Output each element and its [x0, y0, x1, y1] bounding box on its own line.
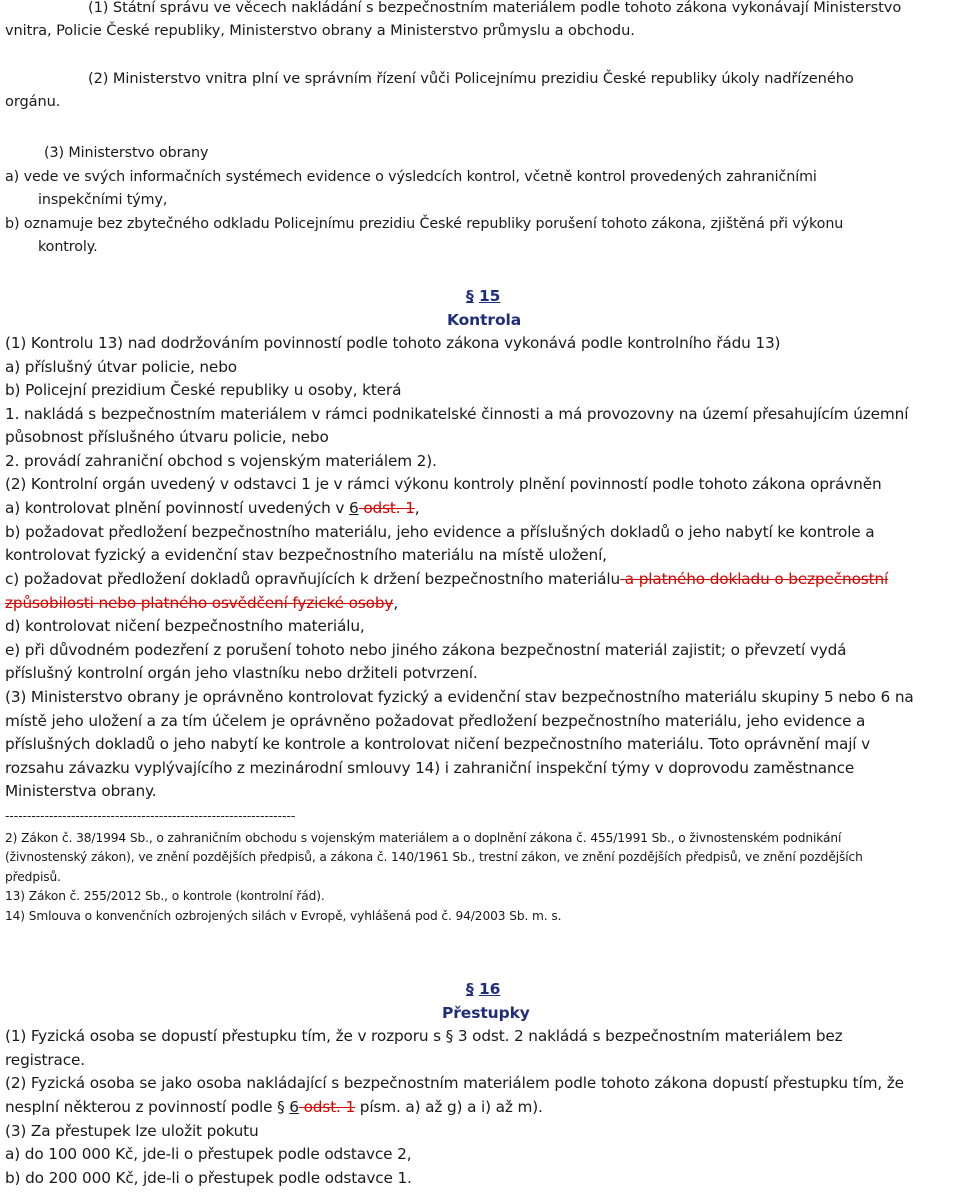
paragraph-3-item-b-line-2: kontroly.	[38, 239, 98, 255]
s15-line-19: rozsahu závazku vyplývajícího z mezinárodní smlouvy 14) i zahraniční inspekční týmy v doprovodu zaměstnance	[5, 759, 855, 777]
paragraph-1-line-1: (1) Státní správu ve věcech nakládání s bezpečnostním materiálem podle tohoto zákona vykonávají Ministerstvo	[88, 0, 902, 16]
footnote-2-line-1: 2) Zákon č. 38/1994 Sb., o zahraničním obchodu s vojenským materiálem a o doplnění zákona č. 455/1991 Sb., o živnostenském podnikání	[5, 831, 842, 845]
s15-line-12-end: ,	[393, 594, 399, 612]
paragraph-1-line-2: vnitra, Policie České republiky, Ministerstvo obrany a Ministerstvo průmyslu a obchodu.	[5, 22, 635, 39]
section-16-title: Přestupky	[442, 1004, 530, 1022]
s15-line-14: e) při důvodném podezření z porušení tohoto nebo jiného zákona bezpečnostní materiál zajistit; o převzetí vydá	[5, 641, 847, 659]
footnote-14: 14) Smlouva o konvenčních ozbrojených silách v Evropě, vyhlášená pod č. 94/2003 Sb. m. s.	[5, 909, 562, 923]
section-sign: §	[466, 980, 474, 998]
s15-line-16: (3) Ministerstvo obrany je oprávněno kontrolovat fyzický a evidenční stav bezpečnostního materiálu skupiny 5 nebo 6 na	[5, 688, 914, 706]
s15-line-8-text: a) kontrolovat plnění povinností uvedených v	[5, 499, 350, 517]
section-number: 15	[478, 287, 501, 305]
s15-line-1: (1) Kontrolu 13) nad dodržováním povinností podle tohoto zákona vykonává podle kontrolního řádu 13)	[5, 334, 781, 352]
s16-line-5: (3) Za přestupek lze uložit pokutu	[5, 1122, 259, 1140]
inserted-text: 6	[349, 499, 359, 517]
paragraph-3-item-a-line-1: a) vede ve svých informačních systémech evidence o výsledcích kontrol, včetně kontrol provedených zahraničními	[5, 169, 817, 185]
deleted-text: způsobilosti nebo platného osvědčení fyzické osoby	[5, 594, 394, 612]
inserted-text: 6	[289, 1098, 299, 1116]
section-15-heading	[466, 287, 500, 305]
s15-line-18: příslušných dokladů o jeho nabytí ke kontrole a kontrolovat ničení bezpečnostního materiálu. Toto oprávnění mají v	[5, 735, 871, 753]
s16-line-4	[5, 1098, 543, 1116]
section-number: 16	[478, 980, 501, 998]
paragraph-2-line-1: (2) Ministerstvo vnitra plní ve správním řízení vůči Policejnímu prezidiu České republiky úkoly nadřízeného	[88, 70, 854, 87]
s16-line-7: b) do 200 000 Kč, jde-li o přestupek podle odstavce 1.	[5, 1169, 412, 1187]
footnote-13: 13) Zákon č. 255/2012 Sb., o kontrole (kontrolní řád).	[5, 889, 325, 903]
deleted-text: odst. 1	[298, 1098, 356, 1116]
deleted-text: odst.	[358, 499, 406, 517]
s15-line-15: příslušný kontrolní orgán jeho vlastníku nebo držiteli potvrzení.	[5, 664, 478, 682]
s16-line-1: (1) Fyzická osoba se dopustí přestupku tím, že v rozporu s § 3 odst. 2 nakládá s bezpečnostním materiálem bez	[5, 1027, 843, 1045]
footnote-2-line-3: předpisů.	[5, 870, 61, 884]
s15-line-5: působnost příslušného útvaru policie, nebo	[5, 428, 329, 446]
s16-line-6: a) do 100 000 Kč, jde-li o přestupek podle odstavce 2,	[5, 1145, 412, 1163]
s15-line-11	[5, 570, 888, 588]
section-16-heading	[466, 980, 500, 998]
deleted-text: 1	[405, 499, 415, 517]
s15-line-4: 1. nakládá s bezpečnostním materiálem v rámci podnikatelské činnosti a má provozovny na území přesahujícím územní	[5, 405, 909, 423]
section-sign: §	[466, 287, 474, 305]
s15-line-17: místě jeho uložení a za tím účelem je oprávněno požadovat předložení bezpečnostního materiálu, jeho evidence a	[5, 712, 866, 730]
paragraph-3-heading: (3) Ministerstvo obrany	[44, 145, 209, 161]
s15-line-20: Ministerstva obrany.	[5, 782, 157, 800]
s15-line-13: d) kontrolovat ničení bezpečnostního materiálu,	[5, 617, 365, 635]
paragraph-3-item-b-line-1: b) oznamuje bez zbytečného odkladu Policejnímu prezidiu České republiky porušení tohoto zákona, zjištěná při výkonu	[5, 216, 844, 232]
s16-line-3: (2) Fyzická osoba se jako osoba nakládající s bezpečnostním materiálem podle tohoto zákona dopustí přestupku tím, že	[5, 1074, 904, 1092]
footnote-2-line-2: (živnostenský zákon), ve znění pozdějších předpisů, a zákona č. 140/1961 Sb., trestní zákon, ve znění pozdějších předpisů, ve znění pozdějších	[5, 850, 863, 864]
s16-line-4-text: nesplní některou z povinností podle §	[5, 1098, 290, 1116]
s16-line-2: registrace.	[5, 1051, 85, 1069]
footnote-separator: ------------------------------------------------------------------	[5, 809, 296, 823]
section-15-title: Kontrola	[447, 311, 522, 329]
s16-line-4-end: písm. a) až g) a i) až m).	[355, 1098, 543, 1116]
paragraph-2-line-2: orgánu.	[5, 93, 61, 110]
deleted-text: a platného dokladu o bezpečnostní	[620, 570, 889, 588]
s15-line-8-end: ,	[414, 499, 420, 517]
s15-line-11-text: c) požadovat předložení dokladů opravňujících k držení bezpečnostního materiálu	[5, 570, 621, 588]
s15-line-12	[5, 594, 398, 612]
s15-line-6: 2. provádí zahraniční obchod s vojenským materiálem 2).	[5, 452, 437, 470]
s15-line-10: kontrolovat fyzický a evidenční stav bezpečnostního materiálu na místě uložení,	[5, 546, 607, 564]
s15-line-2: a) příslušný útvar policie, nebo	[5, 358, 237, 376]
s15-line-7: (2) Kontrolní orgán uvedený v odstavci 1 je v rámci výkonu kontroly plnění povinností podle tohoto zákona oprávněn	[5, 475, 882, 493]
s15-line-3: b) Policejní prezidium České republiky u osoby, která	[5, 381, 402, 399]
s15-line-8	[5, 499, 420, 517]
paragraph-3-item-a-line-2: inspekčními týmy,	[38, 192, 168, 208]
s15-line-9: b) požadovat předložení bezpečnostního materiálu, jeho evidence a příslušných dokladů o jeho nabytí ke kontrole a	[5, 523, 875, 541]
